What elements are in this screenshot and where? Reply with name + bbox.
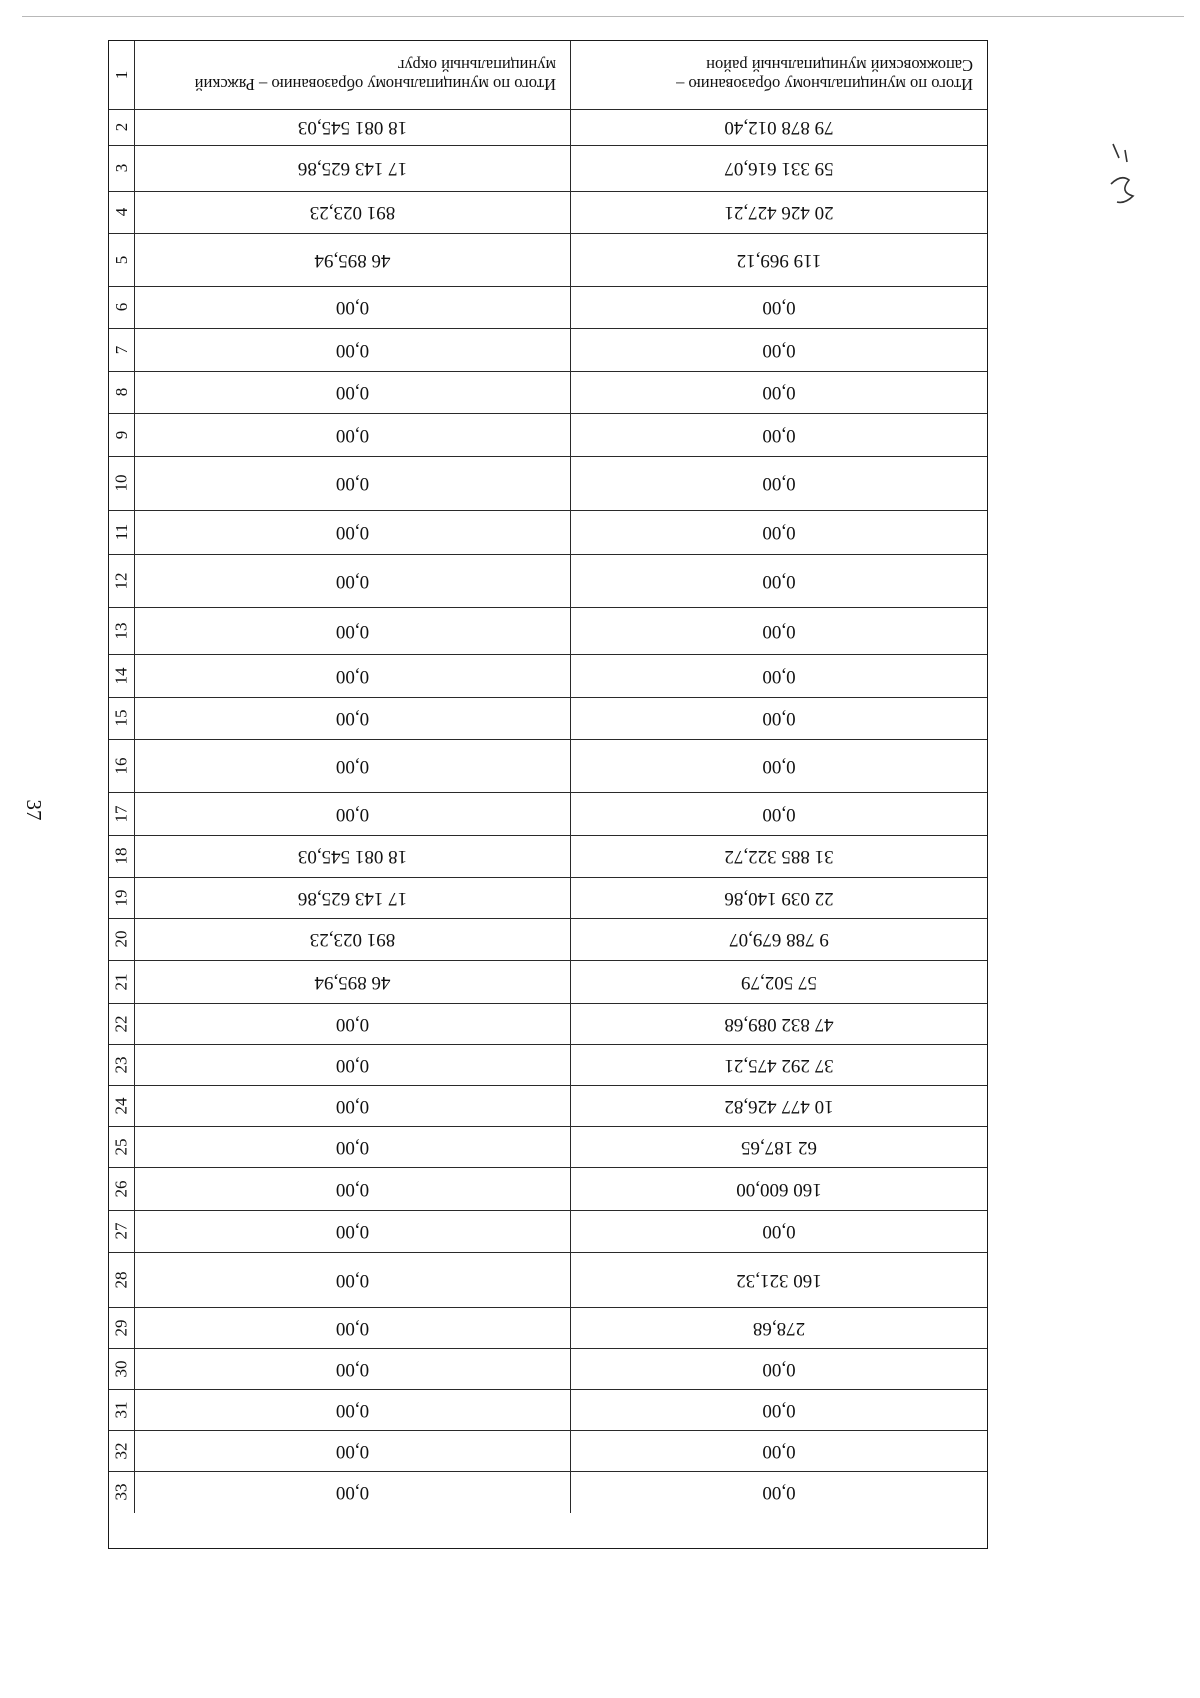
ryazhsky-value-cell: 17 143 625,86: [134, 146, 570, 191]
table-row: [109, 878, 987, 919]
row-number: [109, 372, 134, 413]
row-number: [109, 1431, 134, 1471]
ryazhsky-value-cell: 0,00: [134, 608, 570, 654]
ryazhsky-value-cell: 17 143 625,86: [134, 878, 570, 918]
row-number-text: 9: [111, 430, 131, 440]
sapozhkovsky-value-cell: 0,00: [570, 1390, 987, 1430]
sapozhkovsky-value-cell: 0,00: [570, 1431, 987, 1471]
sapozhkovsky-value-cell: 0,00: [570, 511, 987, 554]
row-number-text: 29: [111, 1319, 131, 1337]
row-number-text: 23: [111, 1056, 131, 1074]
table-row: [109, 1390, 987, 1431]
table-row: [109, 1168, 987, 1211]
row-number-text: 8: [111, 388, 131, 397]
row-number: [109, 1004, 134, 1044]
row-number-text: 20: [111, 931, 131, 948]
sapozhkovsky-value-cell: 0,00: [570, 414, 987, 456]
sapozhkovsky-value-cell: 0,00: [570, 608, 987, 654]
table-row: [109, 555, 987, 608]
sapozhkovsky-value-cell: 278,68: [570, 1308, 987, 1348]
row-number: [109, 511, 134, 554]
sapozhkovsky-value-cell: 0,00: [570, 655, 987, 697]
table-row: [109, 287, 987, 329]
row-number: [109, 1127, 134, 1167]
table-row: [109, 961, 987, 1004]
ryazhsky-value-cell: 0,00: [134, 511, 570, 554]
table-row: [109, 1211, 987, 1253]
ryazhsky-value-cell: 0,00: [134, 1253, 570, 1307]
ryazhsky-value-cell: 0,00: [134, 1086, 570, 1126]
table-row: [109, 511, 987, 555]
sapozhkovsky-value-cell: 79 878 012,40: [570, 110, 987, 145]
sapozhkovsky-value-cell: 0,00: [570, 372, 987, 413]
ryazhsky-value-cell: 0,00: [134, 329, 570, 371]
ryazhsky-value-cell: 0,00: [134, 1390, 570, 1430]
table-row: [109, 1349, 987, 1390]
sapozhkovsky-value-cell: 0,00: [570, 555, 987, 607]
row-number: [109, 836, 134, 877]
sapozhkovsky-value-cell: 37 292 475,21: [570, 1045, 987, 1085]
sapozhkovsky-value-cell: 0,00: [570, 1472, 987, 1513]
sapozhkovsky-value-cell: 0,00: [570, 287, 987, 328]
row-number: [109, 234, 134, 286]
sapozhkovsky-value-cell: 62 187,65: [570, 1127, 987, 1167]
sapozhkovsky-value-cell: 0,00: [570, 698, 987, 739]
row-number-text: 24: [111, 1097, 131, 1115]
row-number-text: 27: [111, 1223, 131, 1240]
row-number: [109, 698, 134, 739]
row-number: [109, 1086, 134, 1126]
ryazhsky-value-cell: 0,00: [134, 698, 570, 739]
rotated-data-table: [108, 40, 988, 1549]
row-number-text: 4: [111, 208, 131, 217]
row-number: [109, 146, 134, 191]
ryazhsky-value-cell: 18 081 545,03: [134, 836, 570, 877]
table-row: [109, 1253, 987, 1308]
table-row: [109, 1308, 987, 1349]
table-row: [109, 414, 987, 457]
row-number: [109, 1472, 134, 1513]
row-number-text: 26: [111, 1180, 131, 1198]
sapozhkovsky-value-cell: 47 832 089,68: [570, 1004, 987, 1044]
ryazhsky-value-cell: 46 895,94: [134, 961, 570, 1003]
ryazhsky-value-cell: 891 023,23: [134, 192, 570, 233]
sapozhkovsky-value-cell: 0,00: [570, 457, 987, 510]
row-number-text: 14: [111, 667, 131, 685]
ryazhsky-value-cell: 46 895,94: [134, 234, 570, 286]
sapozhkovsky-value-cell: 160 600,00: [570, 1168, 987, 1210]
sapozhkovsky-value-cell: 0,00: [570, 793, 987, 835]
handwritten-mark-icon: [1105, 140, 1145, 220]
table-row: [109, 1431, 987, 1472]
table-row: [109, 655, 987, 698]
row-number-text: 18: [111, 848, 131, 865]
page-number-text: 37: [22, 799, 47, 821]
ryazhsky-value-cell: 0,00: [134, 793, 570, 835]
scan-top-rule: [22, 16, 1184, 17]
row-number-text: 13: [111, 622, 131, 640]
page-number: [14, 790, 54, 830]
row-number: [109, 1253, 134, 1307]
sapozhkovsky-value-cell: 0,00: [570, 1211, 987, 1252]
header-ryazhsky-district: Итого по муниципальному образованию – Ряжский муниципальный округ: [134, 41, 570, 109]
sapozhkovsky-value-cell: 20 426 427,21: [570, 192, 987, 233]
row-number: [109, 457, 134, 510]
row-number: [109, 793, 134, 835]
row-number-text: 33: [111, 1484, 131, 1501]
ryazhsky-value-cell: 0,00: [134, 740, 570, 792]
row-number-text: 31: [111, 1401, 131, 1419]
table-header-row: [109, 41, 987, 110]
row-number-text: 11: [111, 524, 131, 541]
table-row: [109, 793, 987, 836]
row-number: [109, 1211, 134, 1252]
table-row: [109, 457, 987, 511]
row-number-text: 10: [111, 475, 131, 492]
ryazhsky-value-cell: 0,00: [134, 1349, 570, 1389]
table-row: [109, 919, 987, 961]
sapozhkovsky-value-cell: 0,00: [570, 1349, 987, 1389]
ryazhsky-value-cell: 0,00: [134, 1045, 570, 1085]
ryazhsky-value-cell: 0,00: [134, 1004, 570, 1044]
row-number: [109, 1349, 134, 1389]
row-number: [109, 1168, 134, 1210]
ryazhsky-value-cell: 0,00: [134, 555, 570, 607]
table-row: [109, 110, 987, 146]
ryazhsky-value-cell: 18 081 545,03: [134, 110, 570, 145]
ryazhsky-value-cell: 0,00: [134, 1308, 570, 1348]
row-number-text: 30: [111, 1360, 131, 1378]
ryazhsky-value-cell: 0,00: [134, 457, 570, 510]
row-number-text: 5: [111, 255, 131, 265]
row-number-text: 25: [111, 1138, 131, 1156]
ryazhsky-value-cell: 0,00: [134, 1472, 570, 1513]
table-row: [109, 1004, 987, 1045]
row-number-text: 32: [111, 1442, 131, 1460]
ryazhsky-value-cell: 891 023,23: [134, 919, 570, 960]
table-row: [109, 1086, 987, 1127]
row-number-text: 16: [111, 757, 131, 775]
row-number: [109, 1308, 134, 1348]
ryazhsky-value-cell: 0,00: [134, 1211, 570, 1252]
sapozhkovsky-value-cell: 57 502,79: [570, 961, 987, 1003]
table-row: [109, 234, 987, 287]
sapozhkovsky-value-cell: 119 969,12: [570, 234, 987, 286]
table-row: [109, 1127, 987, 1168]
row-number: [109, 110, 134, 145]
row-number: 1: [111, 70, 131, 80]
row-number: [109, 414, 134, 456]
table-row: [109, 146, 987, 192]
row-number: [109, 192, 134, 233]
header-sapozhkovsky-district: Итого по муниципальному образованию – Сапожковский муниципальный район: [570, 41, 987, 109]
row-number-text: 17: [111, 805, 131, 823]
row-number: [109, 329, 134, 371]
row-number: [109, 655, 134, 697]
table-row: [109, 1045, 987, 1086]
row-number: [109, 608, 134, 654]
sapozhkovsky-value-cell: 0,00: [570, 329, 987, 371]
ryazhsky-value-cell: 0,00: [134, 372, 570, 413]
table-row: [109, 372, 987, 414]
sapozhkovsky-value-cell: 160 321,32: [570, 1253, 987, 1307]
table-row: [109, 1472, 987, 1513]
ryazhsky-value-cell: 0,00: [134, 1431, 570, 1471]
row-number-text: 21: [111, 973, 131, 991]
row-number: [109, 961, 134, 1003]
sapozhkovsky-value-cell: 59 331 616,07: [570, 146, 987, 191]
row-number-text: 6: [111, 303, 131, 312]
row-number: [109, 919, 134, 960]
row-number: [109, 1390, 134, 1430]
ryazhsky-value-cell: 0,00: [134, 287, 570, 328]
table-row: [109, 698, 987, 740]
row-number-text: 2: [111, 123, 131, 132]
table-body: [109, 41, 987, 1548]
table-row: [109, 329, 987, 372]
sapozhkovsky-value-cell: 22 039 140,86: [570, 878, 987, 918]
row-number-text: 28: [111, 1271, 131, 1289]
row-number: [109, 740, 134, 792]
ryazhsky-value-cell: 0,00: [134, 1127, 570, 1167]
sapozhkovsky-value-cell: 9 788 679,07: [570, 919, 987, 960]
row-number-text: 15: [111, 710, 131, 727]
ryazhsky-value-cell: 0,00: [134, 1168, 570, 1210]
table-row: [109, 836, 987, 878]
row-number: [109, 555, 134, 607]
ryazhsky-value-cell: 0,00: [134, 414, 570, 456]
ryazhsky-value-cell: 0,00: [134, 655, 570, 697]
table-row: [109, 192, 987, 234]
row-number-text: 22: [111, 1015, 131, 1033]
row-number-text: 3: [111, 164, 131, 173]
sapozhkovsky-value-cell: 31 885 322,72: [570, 836, 987, 877]
sapozhkovsky-value-cell: 0,00: [570, 740, 987, 792]
row-number-text: 12: [111, 572, 131, 590]
table-row: [109, 740, 987, 793]
row-number-text: 19: [111, 889, 131, 907]
row-number: [109, 1045, 134, 1085]
table-row: [109, 608, 987, 655]
row-number: [109, 878, 134, 918]
sapozhkovsky-value-cell: 10 477 426,82: [570, 1086, 987, 1126]
row-number: [109, 287, 134, 328]
row-number-text: 7: [111, 345, 131, 355]
